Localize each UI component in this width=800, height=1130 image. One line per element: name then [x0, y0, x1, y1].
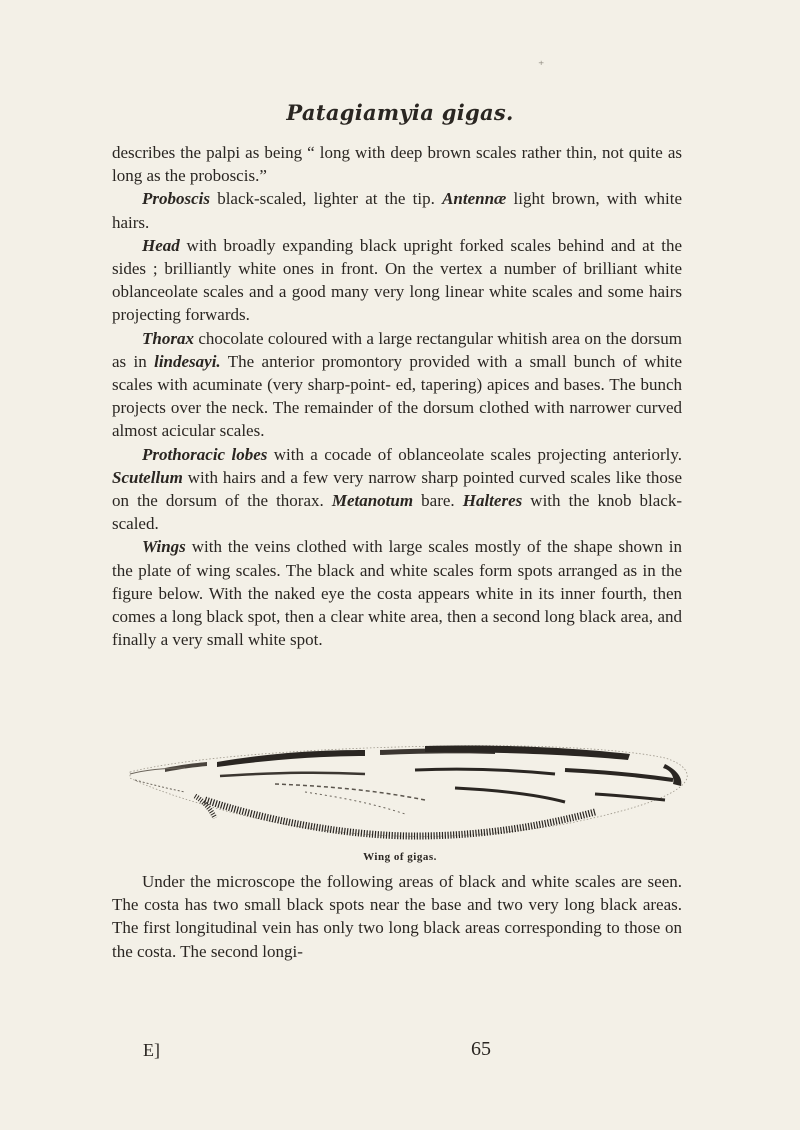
page-number: 65	[471, 1038, 491, 1060]
wing-illustration	[125, 740, 695, 840]
wing-figure	[125, 740, 695, 840]
signature-mark: E]	[143, 1040, 160, 1060]
term-antennae: Antennæ	[442, 189, 507, 209]
paragraph-text: with hairs and a few very narrow sharp pointed curved scales like those on the dorsum of the thorax.	[112, 467, 682, 511]
paragraph-text: Under the microscope the following areas of black and white scales are seen. The costa has two small black spots near the base and two very long black areas. The first longitudinal vein has only two long black areas corresponding to those on the costa. The second longi-	[112, 872, 682, 961]
term-thorax: Thorax	[142, 328, 194, 348]
term-prothoracic-lobes: Prothoracic lobes	[142, 444, 268, 464]
paragraph-proboscis	[112, 187, 682, 233]
paragraph-palpi	[112, 141, 682, 187]
running-head: Patagiamyia gigas.	[286, 100, 514, 125]
body-text-lower	[112, 870, 682, 963]
term-scutellum: Scutellum	[112, 467, 183, 487]
paragraph-thorax	[112, 327, 682, 443]
margin-speck-icon: ⁺	[538, 58, 545, 72]
paragraph-text: with the veins clothed with large scales mostly of the shape shown in the plate of wing scales. The black and white scales form spots arranged as in the figure below. With the naked eye the costa appears white in its inner fourth, then comes a long black spot, then a clear white area, then a second long black area, and finally a very small white spot.	[112, 537, 682, 650]
paragraph-text: bare.	[413, 491, 463, 511]
term-wings: Wings	[142, 537, 186, 557]
species-name: lindesayi.	[154, 351, 221, 371]
paragraph-wings	[112, 535, 682, 651]
term-head: Head	[142, 235, 180, 255]
paragraph-text: describes the palpi as being “ long with deep brown scales rather thin, not quite as long as the proboscis.”	[112, 143, 682, 186]
term-metanotum: Metanotum	[331, 491, 414, 511]
paragraph-head	[112, 234, 682, 327]
paragraph-text: black-scaled, lighter at the tip.	[210, 189, 443, 209]
paragraph-text: with broadly expanding black upright forked scales behind and at the sides ; brilliantly white ones in front. On the vertex a number of brilliant white oblanceolate scales and a good many very long linear white scales and some hairs projecting forwards.	[112, 235, 682, 325]
paragraph-microscope	[112, 870, 682, 963]
term-proboscis: Proboscis	[142, 189, 210, 209]
term-halteres: Halteres	[462, 491, 523, 511]
figure-caption: Wing of gigas.	[363, 851, 437, 863]
paragraph-text: The anterior promontory provided with a small bunch of white scales with acuminate (very sharp-point- ed, tapering) apices and bases. The bunch projects over the neck. The remainder of the dorsum clothed with narrower curved almost acicular scales.	[112, 351, 682, 441]
paragraph-text: with a cocade of oblanceolate scales projecting anteriorly.	[267, 444, 682, 464]
body-text	[112, 141, 682, 651]
paragraph-text: with the knob black-scaled.	[112, 491, 682, 534]
paragraph-text: chocolate coloured with a large rectangular whitish area on the dorsum as in	[112, 328, 682, 371]
paragraph-prothoracic	[112, 443, 682, 536]
paragraph-text: light brown, with white hairs.	[112, 189, 682, 232]
